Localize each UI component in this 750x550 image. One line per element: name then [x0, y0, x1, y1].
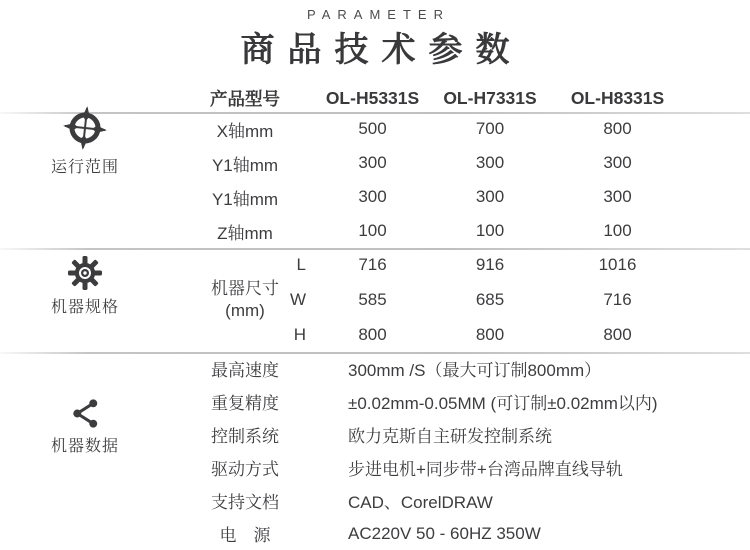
row-value: 步进电机+同步带+台湾品牌直线导轨: [348, 460, 623, 479]
spec-row-height: [0, 317, 750, 352]
dim-sub-label: W: [289, 290, 306, 309]
cell-value: 800: [603, 324, 632, 344]
cell-value: 716: [358, 255, 387, 275]
row-label: Y1轴mm: [211, 155, 279, 175]
spec-row-z-axis: [0, 214, 750, 248]
row-value: ±0.02mm-0.05MM (可订制±0.02mm以内): [348, 394, 658, 413]
spec-row-y1-axis-2: [0, 180, 750, 214]
cell-value: 1016: [598, 255, 637, 275]
row-label: X轴mm: [216, 121, 274, 141]
cell-value: 300: [475, 153, 505, 172]
operating-range-icon-group: [0, 106, 170, 177]
row-label: 电 源: [219, 526, 271, 545]
section-machine-specs: [0, 248, 750, 352]
row-value: CAD、CorelDRAW: [348, 493, 493, 512]
dimension-unit-text: (mm): [225, 301, 265, 320]
cell-value: 300: [603, 153, 632, 172]
cell-value: 800: [358, 324, 387, 344]
share-nodes-icon: [70, 398, 101, 429]
row-label: Y1轴mm: [211, 189, 279, 209]
row-value: 300mm /S（最大可订制800mm）: [348, 361, 602, 380]
row-value: AC220V 50 - 60HZ 350W: [348, 523, 541, 543]
row-label: Z轴mm: [217, 223, 273, 243]
row-label: 支持文档: [211, 493, 279, 512]
cell-value: 800: [603, 119, 632, 138]
table-body: [0, 112, 750, 550]
column-header-model-1: OL-H5331S: [325, 87, 420, 108]
cell-value: 100: [358, 221, 387, 240]
row-label: 最高速度: [211, 361, 279, 380]
dim-sub-label: L: [296, 255, 306, 275]
page-title: 商品技术参数: [240, 31, 523, 69]
section-label-operating-range: 运行范围: [50, 159, 119, 176]
row-value: 欧力克斯自主研发控制系统: [348, 427, 552, 446]
section-label-machine-data: 机器数据: [50, 438, 119, 455]
row-label: 驱动方式: [211, 460, 279, 479]
cell-value: 500: [358, 119, 387, 138]
section-machine-data: [0, 352, 750, 550]
cell-value: 685: [475, 290, 505, 309]
spec-row-supported-files: [0, 484, 750, 517]
gear-icon: [68, 256, 102, 290]
crosshair-target-icon: [63, 106, 107, 150]
machine-specs-icon-group: [0, 256, 170, 317]
cell-value: 300: [358, 187, 387, 206]
cell-value: 800: [475, 324, 505, 344]
cell-value: 300: [358, 153, 387, 172]
eyebrow-text: PARAMETER: [307, 7, 450, 22]
column-header-model-2: OL-H7331S: [443, 87, 537, 108]
cell-value: 585: [358, 290, 387, 309]
row-label: 控制系统: [211, 427, 279, 446]
cell-value: 100: [603, 221, 632, 240]
section-operating-range: [0, 112, 750, 248]
dimension-label-text: 机器尺寸: [211, 279, 279, 298]
cell-value: 100: [475, 221, 505, 240]
cell-value: 916: [475, 255, 505, 275]
dim-sub-label: H: [293, 324, 306, 344]
cell-value: 716: [603, 290, 632, 309]
dimension-label: [170, 248, 320, 352]
column-header-model-3: OL-H8331S: [570, 87, 665, 108]
cell-value: 300: [603, 187, 632, 206]
section-label-machine-specs: 机器规格: [50, 299, 119, 316]
cell-value: 300: [475, 187, 505, 206]
machine-data-icon-group: [0, 398, 170, 456]
spec-row-power: [0, 517, 750, 550]
column-header-model-label: 产品型号: [210, 88, 280, 109]
cell-value: 700: [475, 119, 505, 138]
spec-row-max-speed: [0, 352, 750, 385]
row-label: 重复精度: [211, 394, 279, 413]
